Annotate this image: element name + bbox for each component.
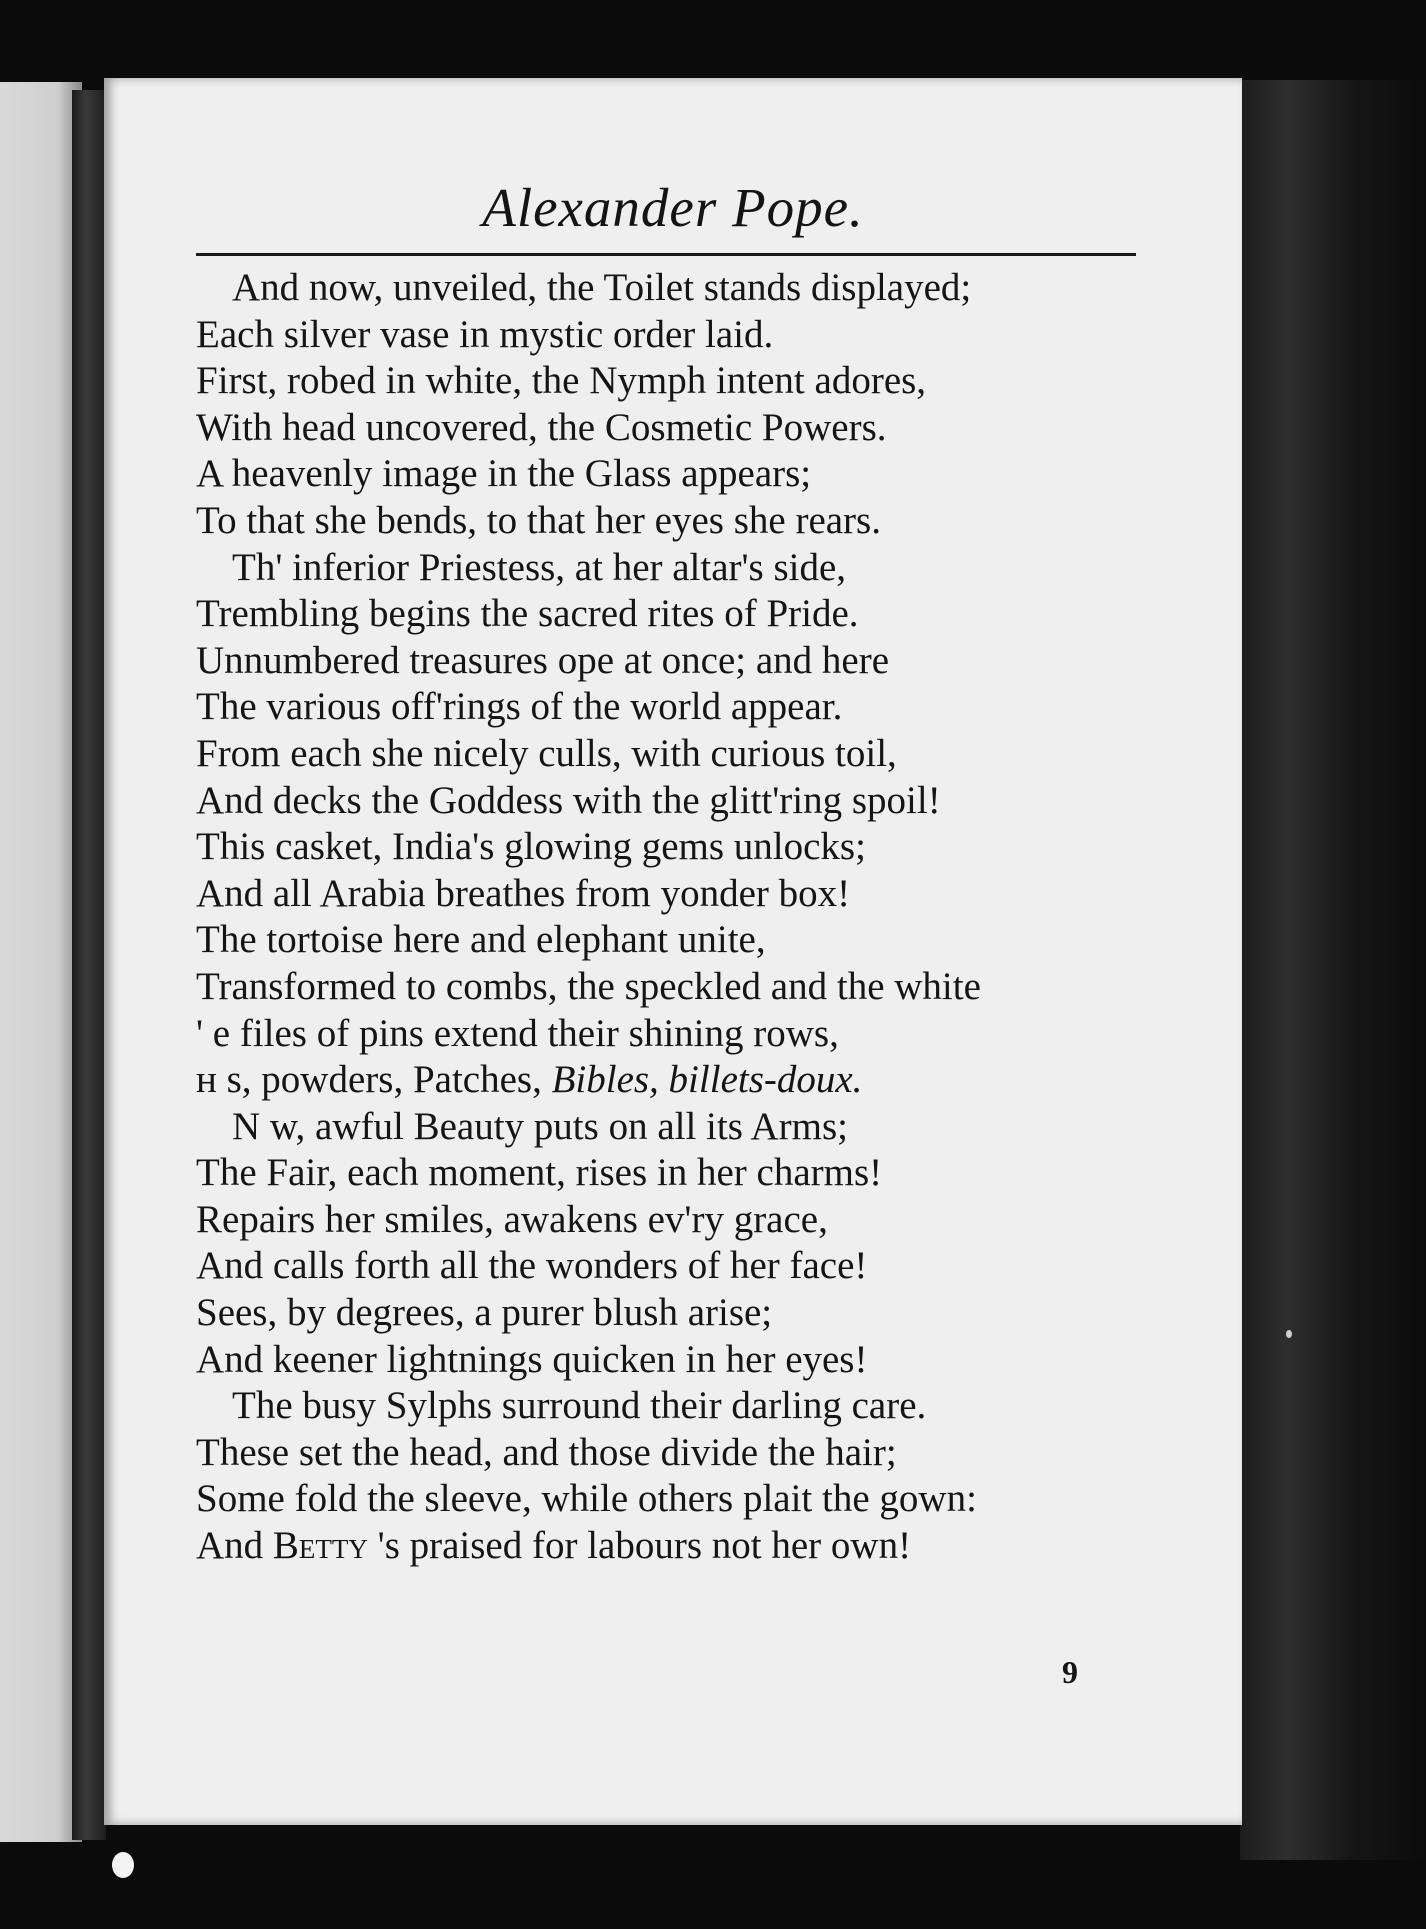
poem-line-text: ʜ s, powders, Patches, [196,1058,542,1102]
facing-page-edge [0,82,82,1842]
poem-line: With head uncovered, the Cosmetic Powers. [196,405,887,449]
poem-line: ' e files of pins extend their shining rows, [196,1011,839,1055]
poem-text [196,265,1216,1570]
poem-line-text: And [196,1524,264,1568]
poem-line: To that she bends, to that her eyes she rears. [196,498,881,542]
poem-line: Transformed to combs, the speckled and the white [196,964,981,1008]
poem-line: The tortoise here and elephant unite, [196,918,766,962]
poem-line: Th' inferior Priestess, at her altar's side, [232,545,847,589]
poem-line-name: Betty [272,1524,368,1568]
poem-line: And calls forth all the wonders of her face! [196,1244,868,1288]
poem-line: Some fold the sleeve, while others plait the gown: [196,1477,977,1521]
page-number: 9 [1062,1654,1078,1690]
poem-line: Each silver vase in mystic order laid. [196,312,774,356]
poem-line: The various off'rings of the world appear. [196,685,843,729]
poem-line: The busy Sylphs surround their darling care. [232,1384,927,1428]
poem-line: Sees, by degrees, a purer blush arise; [196,1291,773,1335]
dust-speck [112,1852,134,1878]
poem-line-text: 's praised for labours not her own! [377,1524,912,1568]
poem-line: And all Arabia breathes from yonder box! [196,871,851,915]
running-header: Alexander Pope. [482,177,864,238]
book-page-edges [1240,80,1426,1860]
poem-line: From each she nicely culls, with curious toil, [196,731,897,775]
poem-line: And keener lightnings quicken in her eyes! [196,1337,868,1381]
header-rule [196,253,1136,256]
poem-line-italic: Bibles, billets-doux. [551,1058,863,1102]
poem-line [196,1057,1216,1104]
poem-line: Trembling begins the sacred rites of Pride. [196,592,859,636]
poem-line: This casket, India's glowing gems unlocks; [196,825,866,869]
poem-line: The Fair, each moment, rises in her charms! [196,1151,883,1195]
book-spine [72,90,106,1840]
book-page [104,78,1242,1825]
poem-line: N w, awful Beauty puts on all its Arms; [232,1104,849,1148]
poem-line [196,1523,1216,1570]
poem-line: These set the head, and those divide the hair; [196,1430,897,1474]
poem-line: A heavenly image in the Glass appears; [196,452,812,496]
poem-line: And decks the Goddess with the glitt'ring spoil! [196,778,941,822]
poem-line: Repairs her smiles, awakens ev'ry grace, [196,1197,828,1241]
poem-line: And now, unveiled, the Toilet stands displayed; [232,266,972,309]
poem-line: First, robed in white, the Nymph intent adores, [196,359,927,403]
poem-line: Unnumbered treasures ope at once; and here [196,638,890,682]
dust-speck [1286,1330,1292,1338]
